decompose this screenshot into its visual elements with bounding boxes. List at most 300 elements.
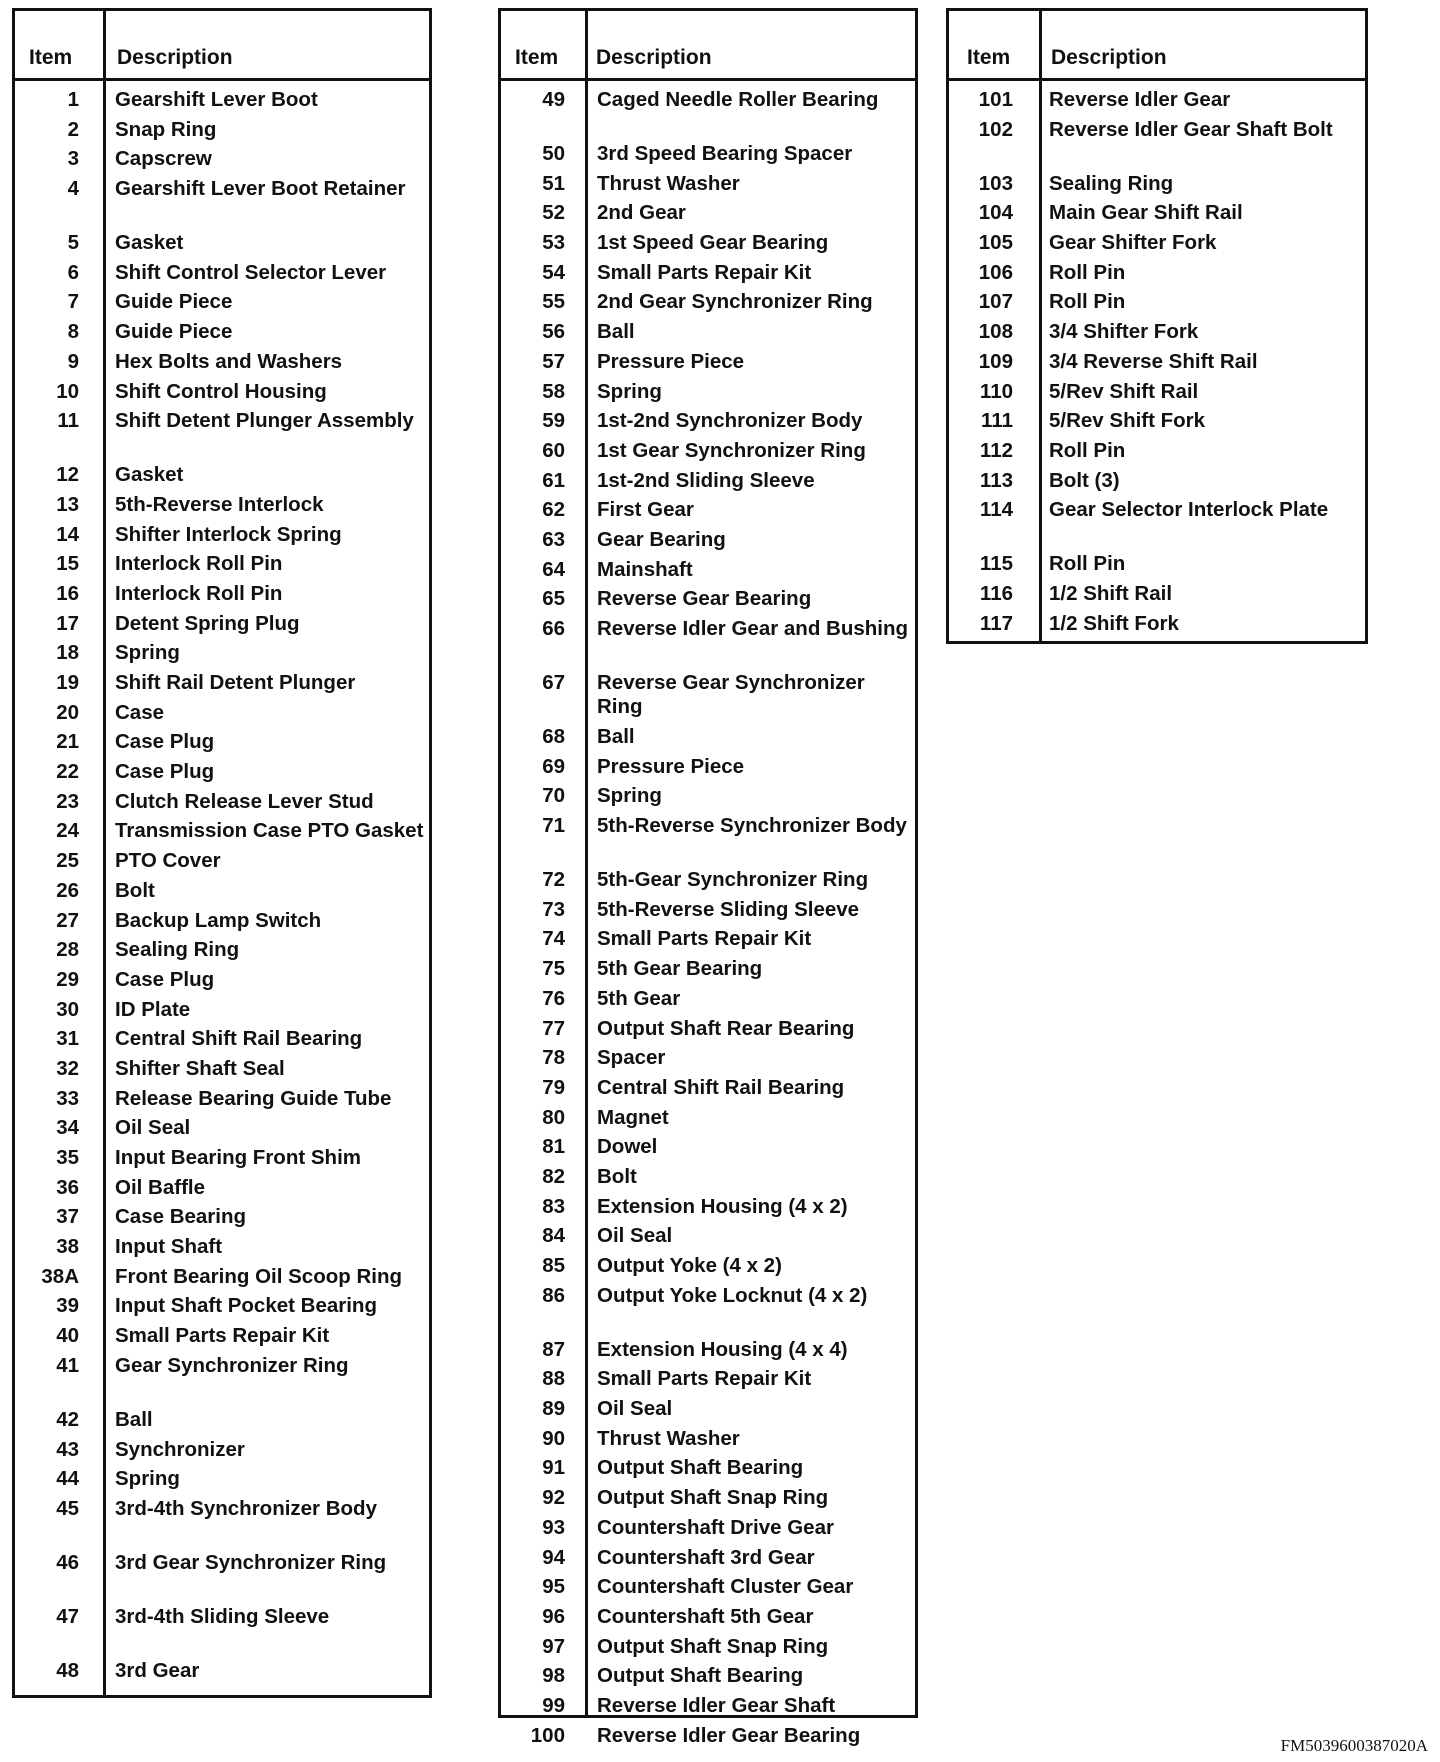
item-number: 38A: [41, 1264, 79, 1288]
item-description: Sealing Ring: [1049, 171, 1174, 195]
item-number: 72: [542, 868, 565, 892]
item-description: Countershaft 3rd Gear: [597, 1545, 815, 1569]
table-row: [949, 85, 1365, 115]
table-row: [501, 584, 915, 614]
item-number: 3: [67, 147, 79, 171]
item-number: 29: [56, 967, 79, 991]
item-number: 54: [542, 260, 565, 284]
table-row: [501, 1221, 915, 1251]
item-description: Oil Baffle: [115, 1175, 205, 1199]
table-row: [949, 258, 1365, 288]
item-description: 5th Gear Bearing: [597, 957, 763, 981]
table-row: [501, 668, 915, 722]
table-row: [501, 1572, 915, 1602]
item-description: Output Shaft Rear Bearing: [597, 1016, 855, 1040]
item-description: Output Yoke (4 x 2): [597, 1254, 782, 1277]
item-number: 108: [978, 320, 1013, 344]
item-number: 55: [542, 290, 565, 314]
table-row: [15, 1113, 429, 1143]
item-description: Shifter Shaft Seal: [115, 1056, 285, 1080]
item-description: 3rd Gear Synchronizer Ring: [115, 1550, 387, 1574]
table-row: [501, 1014, 915, 1044]
item-number: 5: [67, 231, 79, 255]
item-description: 1st Gear Synchronizer Ring: [597, 438, 866, 462]
table-row: [501, 865, 915, 895]
item-description: Output Shaft Snap Ring: [597, 1486, 829, 1510]
table-row: [501, 1364, 915, 1394]
item-description: Magnet: [597, 1105, 669, 1129]
table-row: [501, 1661, 915, 1691]
item-number: 1: [67, 88, 79, 111]
item-number: 76: [542, 986, 565, 1010]
table-row: [501, 1721, 915, 1751]
item-number: 98: [542, 1664, 565, 1688]
table-row: [15, 1143, 429, 1173]
table-row: [15, 876, 429, 906]
item-description: Roll Pin: [1049, 290, 1126, 314]
item-number: 97: [542, 1634, 565, 1658]
item-number: 7: [67, 290, 79, 314]
item-number: 47: [56, 1604, 79, 1628]
item-description: Main Gear Shift Rail: [1049, 201, 1243, 225]
item-description: Output Yoke Locknut (4 x 2): [597, 1283, 868, 1307]
table-row: [15, 174, 429, 228]
header-item: Item: [967, 46, 1011, 69]
item-number: 6: [67, 260, 79, 284]
item-number: 48: [56, 1658, 79, 1682]
item-description: PTO Cover: [115, 849, 221, 873]
item-description: Gearshift Lever Boot: [115, 88, 318, 111]
item-number: 75: [542, 957, 565, 981]
item-description: Front Bearing Oil Scoop Ring: [115, 1264, 402, 1288]
item-number: 78: [542, 1046, 565, 1070]
table-row: [15, 727, 429, 757]
table-row: [15, 317, 429, 347]
item-number: 91: [542, 1456, 565, 1480]
item-number: 94: [542, 1545, 565, 1569]
item-description: Small Parts Repair Kit: [115, 1324, 330, 1348]
item-description: Pressure Piece: [597, 754, 745, 778]
item-number: 8: [67, 320, 79, 344]
item-number: 84: [542, 1224, 565, 1248]
item-number: 86: [542, 1283, 565, 1307]
item-number: 90: [542, 1426, 565, 1450]
table-row: [501, 1132, 915, 1162]
item-number: 49: [542, 88, 565, 111]
table-row: [501, 287, 915, 317]
table-row: [501, 1281, 915, 1335]
item-number: 63: [542, 527, 565, 551]
item-number: 112: [979, 438, 1013, 462]
item-description: Countershaft 5th Gear: [597, 1604, 814, 1628]
item-description: 2nd Gear Synchronizer Ring: [597, 290, 873, 314]
item-number: 77: [542, 1016, 565, 1040]
table-row: [15, 1291, 429, 1321]
item-number: 62: [542, 498, 565, 522]
item-description: Output Shaft Bearing: [597, 1664, 804, 1688]
table-row: [15, 579, 429, 609]
table-row: [501, 811, 915, 865]
table-row: [501, 1602, 915, 1632]
table-row: [15, 906, 429, 936]
item-description: 5th-Reverse Synchronizer Body: [597, 814, 907, 838]
item-description: Output Shaft Snap Ring: [597, 1634, 829, 1658]
item-number: 44: [56, 1467, 79, 1491]
item-number: 20: [56, 700, 79, 724]
table-row: [15, 490, 429, 520]
item-number: 106: [978, 260, 1013, 284]
table-row: [15, 85, 429, 115]
item-description: Thrust Washer: [597, 171, 740, 195]
table-row: [501, 1483, 915, 1513]
table-row: [15, 1602, 429, 1656]
item-description: Ball: [597, 320, 635, 344]
header-item: Item: [29, 46, 73, 69]
table-row: [501, 258, 915, 288]
table-row: [15, 698, 429, 728]
item-number: 52: [542, 201, 565, 225]
item-description: Gear Selector Interlock Plate: [1049, 498, 1329, 522]
item-number: 43: [56, 1437, 79, 1461]
table-row: [15, 609, 429, 639]
item-description: Oil Seal: [597, 1397, 673, 1421]
item-description: 3/4 Shifter Fork: [1049, 320, 1199, 344]
item-number: 35: [56, 1146, 79, 1169]
table-row: [15, 846, 429, 876]
table-row: [949, 495, 1365, 549]
item-number: 85: [542, 1254, 565, 1277]
table-row: [501, 169, 915, 199]
table-row: [15, 115, 429, 145]
table-row: [15, 965, 429, 995]
item-description: 1st Speed Gear Bearing: [597, 231, 829, 255]
item-description: Reverse Gear Bearing: [597, 587, 812, 611]
item-number: 22: [56, 760, 79, 784]
item-description: Backup Lamp Switch: [115, 908, 322, 932]
item-description: Hex Bolts and Washers: [115, 349, 343, 373]
item-description: Gear Synchronizer Ring: [115, 1353, 349, 1377]
header-description: Description: [117, 46, 233, 69]
item-number: 74: [542, 927, 565, 951]
item-number: 37: [56, 1205, 79, 1229]
item-description: Input Shaft Pocket Bearing: [115, 1294, 377, 1318]
item-number: 42: [56, 1407, 79, 1431]
item-number: 68: [542, 725, 565, 748]
table-row: [501, 317, 915, 347]
table-row: [501, 1103, 915, 1133]
item-number: 24: [56, 819, 79, 843]
item-number: 39: [56, 1294, 79, 1318]
item-description: 1st-2nd Synchronizer Body: [597, 409, 863, 433]
table-row: [501, 1335, 915, 1365]
item-number: 58: [542, 379, 565, 403]
item-number: 45: [56, 1496, 79, 1520]
item-description: Gearshift Lever Boot Retainer: [115, 177, 406, 201]
header-description: Description: [596, 46, 712, 69]
item-number: 33: [56, 1086, 79, 1110]
item-description: 5th Gear: [597, 986, 681, 1010]
table-header: [15, 11, 429, 81]
table-row: [949, 549, 1365, 579]
table-row: [15, 1548, 429, 1602]
item-description: Gear Shifter Fork: [1049, 231, 1217, 255]
item-number: 60: [542, 438, 565, 462]
item-description: Mainshaft: [597, 557, 693, 581]
item-number: 17: [56, 611, 79, 635]
table-row: [15, 520, 429, 550]
table-row: [15, 1202, 429, 1232]
item-number: 28: [56, 938, 79, 962]
item-description: Input Shaft: [115, 1235, 223, 1259]
item-description: Reverse Idler Gear: [1049, 88, 1231, 111]
item-description: Small Parts Repair Kit: [597, 1367, 812, 1391]
item-number: 116: [979, 581, 1013, 605]
item-description: 3rd-4th Synchronizer Body: [115, 1496, 377, 1520]
item-number: 16: [56, 581, 79, 605]
table-body: [501, 81, 915, 1750]
table-row: [501, 1453, 915, 1483]
parts-table-1: [12, 8, 432, 1698]
table-row: [501, 1394, 915, 1424]
item-description: Gasket: [115, 463, 184, 487]
item-number: 14: [56, 522, 79, 546]
table-row: [501, 406, 915, 436]
item-description: 3rd Gear: [115, 1658, 200, 1682]
item-number: 32: [56, 1056, 79, 1080]
item-description: Roll Pin: [1049, 552, 1126, 576]
item-description: Reverse Idler Gear Shaft Bolt: [1049, 117, 1333, 141]
item-description: Interlock Roll Pin: [115, 581, 283, 605]
table-body: [15, 81, 429, 1686]
item-description: Bolt (3): [1049, 468, 1120, 492]
item-number: 64: [542, 557, 565, 581]
item-number: 100: [530, 1723, 565, 1747]
item-number: 113: [979, 468, 1013, 492]
item-number: 46: [56, 1550, 79, 1574]
item-description: Roll Pin: [1049, 438, 1126, 462]
item-description: Case Plug: [115, 760, 215, 784]
item-number: 79: [542, 1075, 565, 1099]
item-number: 66: [542, 617, 565, 640]
table-row: [15, 1405, 429, 1435]
table-row: [949, 609, 1365, 639]
item-number: 109: [978, 349, 1013, 373]
item-number: 19: [56, 671, 79, 694]
table-row: [501, 198, 915, 228]
table-row: [15, 1054, 429, 1084]
item-number: 4: [67, 177, 79, 201]
table-row: [15, 228, 429, 258]
item-number: 111: [981, 409, 1013, 433]
table-row: [949, 228, 1365, 258]
item-number: 110: [979, 379, 1013, 403]
table-row: [15, 787, 429, 817]
item-number: 50: [542, 142, 565, 165]
item-description: Gasket: [115, 231, 184, 255]
item-number: 69: [542, 754, 565, 778]
table-row: [501, 1043, 915, 1073]
table-row: [15, 1656, 429, 1686]
item-description: Reverse Idler Gear Shaft: [597, 1693, 836, 1717]
table-row: [15, 347, 429, 377]
item-description: Snap Ring: [115, 117, 217, 141]
table-row: [15, 377, 429, 407]
item-description: Shift Rail Detent Plunger: [115, 671, 356, 694]
item-description: Gear Bearing: [597, 527, 726, 551]
table-row: [949, 317, 1365, 347]
item-description: Thrust Washer: [597, 1426, 740, 1450]
table-row: [501, 495, 915, 525]
table-row: [501, 752, 915, 782]
item-description: Central Shift Rail Bearing: [115, 1027, 363, 1051]
table-row: [501, 954, 915, 984]
table-row: [15, 1232, 429, 1262]
item-description: Synchronizer: [115, 1437, 245, 1461]
item-number: 12: [56, 463, 79, 487]
item-description: 5th-Gear Synchronizer Ring: [597, 868, 869, 892]
header-item: Item: [515, 46, 559, 69]
item-number: 80: [542, 1105, 565, 1129]
item-number: 31: [56, 1027, 79, 1051]
item-number: 40: [56, 1324, 79, 1348]
table-row: [15, 935, 429, 965]
table-row: [501, 781, 915, 811]
table-row: [15, 549, 429, 579]
item-number: 59: [542, 409, 565, 433]
item-description: Roll Pin: [1049, 260, 1126, 284]
item-description: Clutch Release Lever Stud: [115, 789, 374, 813]
table-row: [15, 1024, 429, 1054]
item-number: 53: [542, 231, 565, 255]
item-description: 5th-Reverse Interlock: [115, 492, 324, 516]
item-number: 41: [56, 1353, 79, 1377]
item-description: Shift Control Selector Lever: [115, 260, 387, 284]
table-row: [15, 258, 429, 288]
table-row: [15, 995, 429, 1025]
item-description: Reverse Idler Gear Bearing: [597, 1723, 861, 1747]
item-description: Capscrew: [115, 147, 212, 171]
item-description: Countershaft Drive Gear: [597, 1515, 834, 1539]
table-row: [501, 984, 915, 1014]
item-description: Spring: [115, 641, 180, 665]
item-number: 70: [542, 784, 565, 808]
item-description: Bolt: [115, 878, 155, 902]
table-row: [15, 1321, 429, 1351]
item-description: Extension Housing (4 x 4): [597, 1337, 848, 1361]
item-number: 10: [56, 379, 79, 403]
item-description: Extension Housing (4 x 2): [597, 1194, 848, 1218]
table-row: [501, 1691, 915, 1721]
item-description: Small Parts Repair Kit: [597, 927, 812, 951]
table-row: [501, 722, 915, 752]
item-number: 27: [56, 908, 79, 932]
table-row: [501, 466, 915, 496]
table-row: [501, 1192, 915, 1222]
item-description: Case Plug: [115, 967, 215, 991]
item-number: 96: [542, 1604, 565, 1628]
item-description: Ball: [115, 1407, 153, 1431]
item-number: 65: [542, 587, 565, 611]
item-number: 114: [979, 498, 1013, 522]
item-description: Caged Needle Roller Bearing: [597, 88, 879, 111]
table-row: [15, 287, 429, 317]
item-number: 18: [56, 641, 79, 665]
item-number: 82: [542, 1164, 565, 1188]
item-number: 102: [978, 117, 1013, 141]
item-number: 30: [56, 997, 79, 1021]
item-number: 56: [542, 320, 565, 344]
item-description: First Gear: [597, 498, 694, 522]
item-number: 2: [67, 117, 79, 141]
item-description: Output Shaft Bearing: [597, 1456, 804, 1480]
table-row: [949, 579, 1365, 609]
table-row: [501, 614, 915, 668]
item-description: Case: [115, 700, 165, 724]
item-description: 5/Rev Shift Rail: [1049, 379, 1199, 403]
item-number: 36: [56, 1175, 79, 1199]
item-description: Oil Seal: [115, 1116, 191, 1140]
table-row: [501, 895, 915, 925]
item-description: 3rd Speed Bearing Spacer: [597, 142, 853, 165]
table-row: [501, 1251, 915, 1281]
item-number: 88: [542, 1367, 565, 1391]
item-number: 89: [542, 1397, 565, 1421]
item-number: 13: [56, 492, 79, 516]
item-number: 25: [56, 849, 79, 873]
table-row: [949, 115, 1365, 169]
parts-table-2: [498, 8, 918, 1747]
item-description: Case Bearing: [115, 1205, 247, 1229]
item-number: 99: [542, 1693, 565, 1717]
item-number: 71: [542, 814, 565, 838]
item-number: 57: [542, 349, 565, 373]
table-row: [501, 1632, 915, 1662]
table-row: [15, 1494, 429, 1548]
item-number: 83: [542, 1194, 565, 1218]
item-description: 5th-Reverse Sliding Sleeve: [597, 897, 860, 921]
table-row: [15, 757, 429, 787]
item-description: 3/4 Reverse Shift Rail: [1049, 349, 1258, 373]
item-number: 11: [57, 409, 79, 433]
item-description: Reverse Idler Gear and Bushing: [597, 617, 909, 640]
table-row: [501, 1073, 915, 1103]
item-description: 1/2 Shift Fork: [1049, 611, 1179, 635]
table-row: [15, 638, 429, 668]
item-description: 2nd Gear: [597, 201, 686, 225]
table-header: [501, 11, 915, 81]
parts-table-3: [946, 8, 1368, 644]
item-number: 15: [56, 552, 79, 576]
table-row: [501, 1513, 915, 1543]
item-description: Guide Piece: [115, 320, 233, 344]
item-description: Reverse Gear Synchronizer Ring: [597, 671, 865, 718]
item-number: 51: [542, 171, 565, 195]
table-row: [949, 436, 1365, 466]
item-number: 95: [542, 1575, 565, 1599]
item-number: 34: [56, 1116, 79, 1140]
table-row: [501, 85, 915, 139]
table-row: [501, 347, 915, 377]
item-description: ID Plate: [115, 997, 191, 1021]
item-description: Oil Seal: [597, 1224, 673, 1248]
figure-code: FM5039600387020A: [1280, 1736, 1428, 1755]
table-row: [15, 144, 429, 174]
item-description: 3rd-4th Sliding Sleeve: [115, 1604, 330, 1628]
header-description: Description: [1051, 46, 1167, 69]
item-description: Central Shift Rail Bearing: [597, 1075, 845, 1099]
item-number: 73: [542, 897, 565, 921]
item-number: 105: [978, 231, 1013, 255]
